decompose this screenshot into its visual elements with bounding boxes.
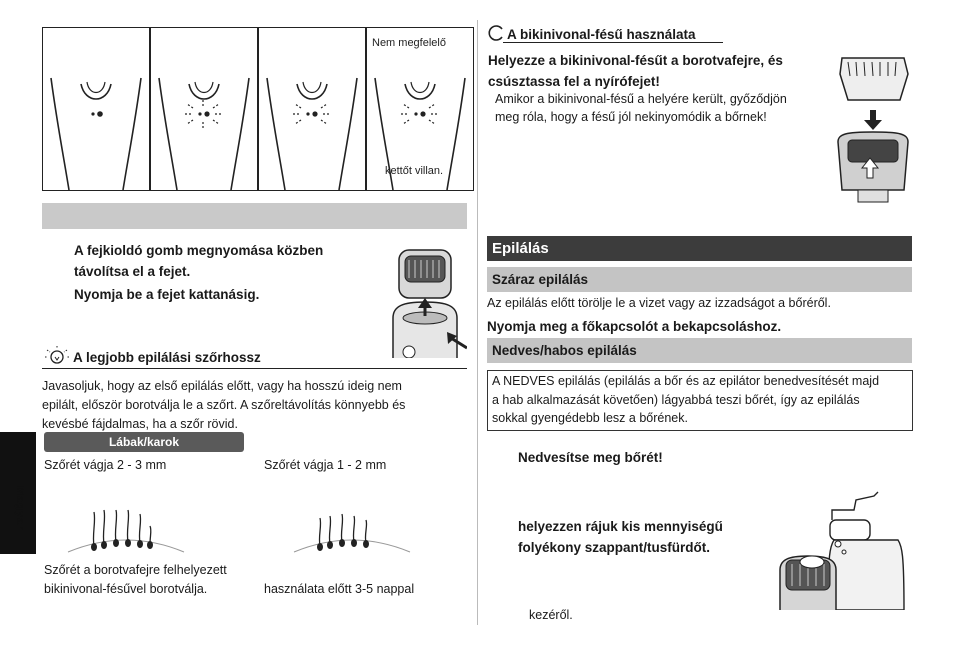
wet-info-text: a hab alkalmazását követően) lágyabbá teszi bőrét, így az epilálás: [492, 393, 860, 407]
head-removal-illustration: [385, 240, 467, 358]
section-header-bar: [42, 203, 467, 229]
tip-title: A legjobb epilálási szőrhossz: [73, 350, 261, 365]
wet-step: Nedvesítse meg bőrét!: [518, 450, 663, 465]
dry-note: Az epilálás előtt törölje le a vizet vagy az izzadságot a bőréről.: [487, 296, 831, 310]
led-panel-1: [42, 27, 150, 191]
hair-icon: [292, 508, 412, 560]
panel-caption-top: Nem megfelelő: [372, 37, 446, 49]
divider: [42, 368, 467, 369]
comb-title: A bikinivonal-fésű használata: [507, 27, 696, 42]
device-illustration: [151, 28, 257, 190]
instruction-line: távolítsa el a fejet.: [74, 264, 191, 279]
comb-instruction: csúsztassa fel a nyírófejet!: [488, 74, 660, 89]
wet-step: helyezzen rájuk kis mennyiségű: [518, 519, 723, 534]
comb-note: meg róla, hogy a fésű jól nekinyomódik a bőrnek!: [495, 110, 767, 124]
instruction-line: Nyomja be a fejet kattanásig.: [74, 287, 260, 302]
hair-length: Szőrét vágja 1 - 2 mm: [264, 458, 387, 472]
column-divider: [477, 20, 478, 625]
led-panel-2: [150, 27, 258, 191]
hair-length: Szőrét vágja 2 - 3 mm: [44, 458, 167, 472]
wet-info-text: sokkal gyengédebb lesz a bőrének.: [492, 411, 688, 425]
comb-note: Amikor a bikinivonal-fésű a helyére került, győződjön: [495, 92, 787, 106]
column-note: bikinivonal-fésűvel borotválja.: [44, 582, 208, 596]
language-label: Magyar: [14, 486, 26, 531]
arrow-icon: [864, 110, 882, 130]
hair-icon: [66, 508, 186, 560]
wet-info-text: A NEDVES epilálás (epilálás a bőr és az epilátor benedvesítését majd: [492, 374, 880, 388]
subsection-dry-epilation: Száraz epilálás: [487, 267, 912, 292]
instruction-line: A fejkioldó gomb megnyomása közben: [74, 243, 324, 258]
tip-body: Javasoljuk, hogy az első epilálás előtt, vagy ha hosszú ideig nem: [42, 379, 402, 393]
tip-body: kevésbé fájdalmas, ha a szőr rövid.: [42, 417, 238, 431]
comb-illustration: [834, 50, 912, 208]
divider: [503, 42, 723, 43]
device-illustration: [259, 28, 365, 190]
arc-icon: [487, 25, 505, 41]
column-note: Szőrét a borotvafejre felhelyezett: [44, 563, 227, 577]
bulb-icon: [44, 345, 70, 367]
section-header-epilation: Epilálás: [487, 236, 912, 261]
soap-illustration: [774, 490, 914, 610]
column-note: használata előtt 3-5 nappal: [264, 582, 415, 596]
dry-instruction: Nyomja meg a főkapcsolót a bekapcsoláshoz.: [487, 319, 782, 334]
tip-body: epilált, először borotválja le a szőrt. A szőreltávolítás könnyebb és: [42, 398, 406, 412]
wet-step-tail: kezéről.: [529, 608, 573, 622]
subsection-wet-epilation: Nedves/habos epilálás: [487, 338, 912, 363]
led-panel-4: [366, 27, 474, 191]
wet-step: folyékony szappant/tusfürdőt.: [518, 540, 711, 555]
device-illustration: [43, 28, 149, 190]
column-header-legs-arms: Lábak/karok: [44, 432, 244, 452]
comb-instruction: Helyezze a bikinivonal-fésűt a borotvafejre, és: [488, 53, 783, 68]
led-panel-3: [258, 27, 366, 191]
panel-caption-bottom: kettőt villan.: [385, 165, 444, 177]
